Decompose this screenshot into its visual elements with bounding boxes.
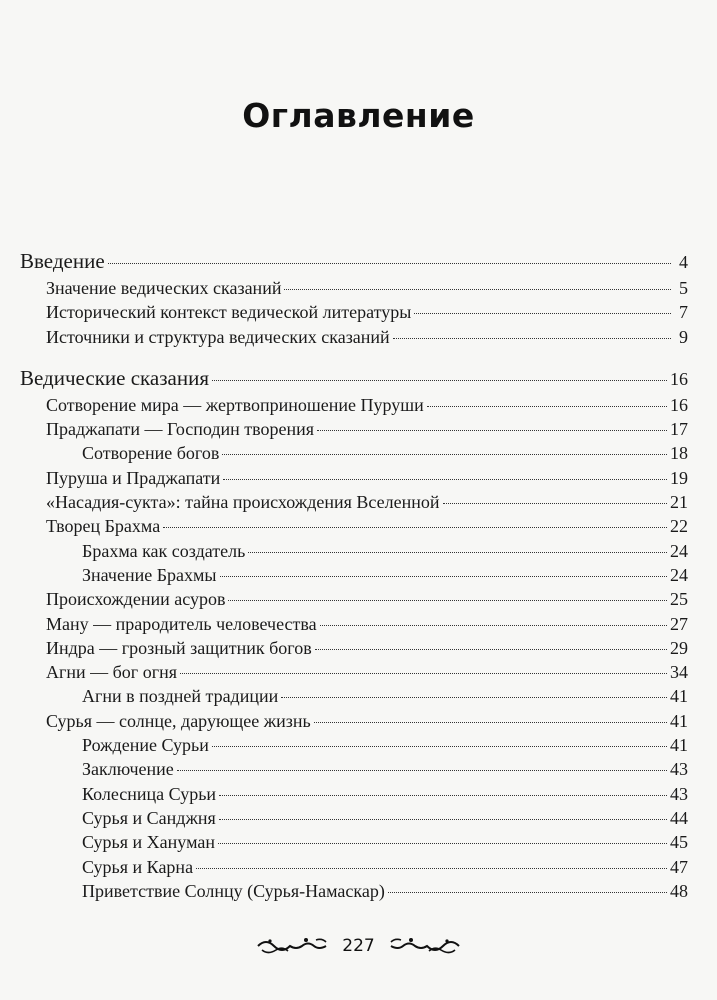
dot-leader [218,843,667,844]
toc-entry-label: Происхождении асуров [46,589,226,610]
toc-entry-label: Заключение [82,759,174,780]
toc-section [20,246,688,349]
dot-leader [177,770,667,771]
toc-entry-label: Творец Брахма [46,516,161,537]
toc-entry-label: Пуруша и Праджапати [46,467,221,488]
toc-page-number: 9 [679,326,688,347]
toc-page-number: 16 [670,368,688,389]
toc-entry[interactable] [20,709,688,733]
toc-entry-label: Значение Брахмы [82,564,217,585]
dot-leader [163,527,667,528]
dot-leader [108,263,671,264]
dot-leader [393,338,671,339]
toc-page-number: 5 [679,278,688,298]
toc-entry-label: Сурья и Хануман [82,832,215,853]
toc-page-number: 27 [670,613,688,634]
toc-page-number: 34 [670,662,688,683]
dot-leader [314,722,667,723]
dot-leader [284,289,671,290]
toc-entry-label: Значение ведических сказаний [46,278,282,298]
page-title: Оглавление [242,96,475,135]
dot-leader [219,795,667,796]
toc-page-number: 21 [670,492,688,513]
toc-entry[interactable] [20,276,688,300]
toc-entry[interactable] [20,806,688,830]
toc-entry[interactable] [20,782,688,806]
toc-page-number: 24 [670,564,688,585]
toc-page-number: 43 [670,783,688,804]
toc-chapter-entry[interactable] [20,246,688,276]
dot-leader [427,406,667,407]
toc-entry-label: Сурья и Санджня [82,807,216,828]
toc-page-number: 41 [670,710,688,731]
scroll-ornament-icon [256,936,328,956]
toc-page-number: 16 [670,394,688,415]
toc-entry-label: Ману — прародитель человечества [46,613,317,634]
toc-entry[interactable] [20,587,688,611]
dot-leader [414,313,671,314]
table-of-contents [20,246,688,903]
toc-entry-label: Ведические сказания [20,365,209,390]
toc-page-number: 43 [670,759,688,780]
toc-entry-label: Сотворение богов [82,443,220,464]
toc-entry[interactable] [20,490,688,514]
toc-entry[interactable] [20,466,688,490]
toc-page-number: 45 [670,832,688,853]
toc-entry[interactable] [20,684,688,708]
dot-leader [281,697,667,698]
dot-leader [317,430,667,431]
toc-entry[interactable] [20,417,688,441]
dot-leader [228,600,667,601]
toc-entry-label: Праджапати — Господин творения [46,419,315,440]
dot-leader [443,503,667,504]
toc-entry[interactable] [20,733,688,757]
dot-leader [320,625,667,626]
toc-entry-label: Введение [20,249,105,273]
toc-entry-label: Сотворение мира — жертвоприношение Пуруши [46,394,424,415]
toc-entry[interactable] [20,660,688,684]
toc-entry-label: Рождение Сурьи [82,735,209,756]
dot-leader [388,892,667,893]
toc-entry-label: Сурья и Карна [82,856,194,877]
toc-page-number: 29 [670,637,688,658]
toc-page-number: 18 [670,443,688,464]
toc-entry[interactable] [20,563,688,587]
toc-chapter-entry[interactable] [20,363,688,393]
toc-entry-label: Брахма как создатель [82,540,246,561]
toc-page-number: 24 [670,540,688,561]
toc-entry[interactable] [20,514,688,538]
dot-leader [222,454,667,455]
scroll-ornament-icon [389,936,461,956]
toc-page-number: 25 [670,589,688,610]
toc-page-number: 22 [670,516,688,537]
toc-page-number: 41 [670,735,688,756]
toc-entry[interactable] [20,612,688,636]
dot-leader [223,479,667,480]
toc-section [20,363,688,903]
toc-entry[interactable] [20,393,688,417]
toc-entry[interactable] [20,441,688,465]
toc-entry-label: Исторический контекст ведической литературы [46,302,412,323]
toc-page-number: 44 [670,807,688,828]
toc-page-number: 47 [670,856,688,877]
toc-entry-label: Агни в поздней традиции [82,686,279,707]
toc-entry-label: Колесница Сурьи [82,783,217,804]
dot-leader [180,673,667,674]
toc-entry[interactable] [20,325,688,349]
toc-entry[interactable] [20,855,688,879]
toc-entry[interactable] [20,879,688,903]
dot-leader [220,576,667,577]
page-footer [0,936,717,956]
toc-entry[interactable] [20,636,688,660]
toc-entry-label: Агни — бог огня [46,662,177,683]
dot-leader [248,552,667,553]
toc-entry[interactable] [20,757,688,781]
toc-page-number: 41 [670,686,688,707]
page-number: 227 [342,936,375,956]
toc-page-number: 48 [670,880,688,901]
dot-leader [196,868,667,869]
toc-page-number: 19 [670,467,688,488]
dot-leader [219,819,667,820]
dot-leader [212,746,667,747]
toc-entry-label: Индра — грозный защитник богов [46,637,312,658]
toc-entry-label: Приветствие Солнцу (Сурья-Намаскар) [82,880,385,901]
toc-entry[interactable] [20,539,688,563]
toc-entry-label: Источники и структура ведических сказаний [46,326,390,347]
toc-entry-label: «Насадия-сукта»: тайна происхождения Вселенной [46,492,440,513]
dot-leader [212,380,667,381]
toc-entry[interactable] [20,830,688,854]
dot-leader [315,649,667,650]
toc-page-number: 7 [679,302,688,323]
toc-entry-label: Сурья — солнце, дарующее жизнь [46,710,311,731]
toc-entry[interactable] [20,300,688,324]
toc-page-number: 17 [670,419,688,440]
toc-page-number: 4 [679,252,688,272]
